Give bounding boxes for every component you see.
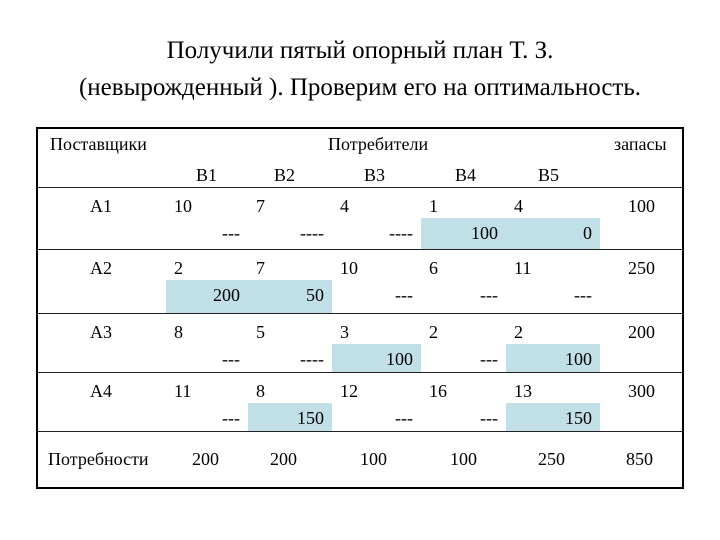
cell-cost: 13 (514, 381, 532, 401)
demand-value: 200 (192, 449, 219, 469)
supply-value: 200 (628, 322, 655, 342)
demand-label: Потребности (48, 449, 149, 469)
demand-value: 100 (450, 449, 477, 469)
cell-cost: 3 (340, 322, 349, 342)
cell-cost: 11 (174, 381, 192, 401)
row-separator (38, 249, 682, 250)
cell-cost: 7 (256, 258, 265, 278)
header-consumers: Потребители (328, 134, 429, 154)
cell-amount: --- (480, 408, 498, 428)
transport-table (36, 127, 684, 489)
cell-cost: 7 (256, 196, 265, 216)
cell-cost: 2 (174, 258, 183, 278)
cell-cost: 11 (514, 258, 532, 278)
cell-cost: 2 (429, 322, 438, 342)
cell-cost: 6 (429, 258, 438, 278)
supplier-label: A2 (90, 258, 112, 278)
cell-amount: --- (480, 349, 498, 369)
cell-amount: --- (395, 408, 413, 428)
cell-cost: 10 (174, 196, 192, 216)
slide-title (0, 32, 720, 106)
supply-value: 250 (628, 258, 655, 278)
cell-amount: 150 (565, 408, 592, 428)
cell-amount: 100 (565, 349, 592, 369)
cell-amount: 50 (306, 285, 324, 305)
cell-amount: ---- (300, 223, 324, 243)
supply-value: 300 (628, 381, 655, 401)
cell-amount: --- (395, 285, 413, 305)
column-header-b3: B3 (364, 165, 386, 185)
header-stocks: запасы (614, 134, 667, 154)
cell-cost: 8 (174, 322, 183, 342)
column-header-b1: B1 (196, 165, 218, 185)
cell-amount: ---- (389, 223, 413, 243)
cell-amount: 0 (583, 223, 592, 243)
supply-value: 100 (628, 196, 655, 216)
cell-cost: 1 (429, 196, 438, 216)
cell-cost: 5 (256, 322, 265, 342)
cell-amount: 200 (213, 285, 240, 305)
cell-amount: --- (222, 223, 240, 243)
cell-amount: --- (480, 285, 498, 305)
cell-cost: 16 (429, 381, 447, 401)
cell-cost: 10 (340, 258, 358, 278)
cell-cost: 4 (514, 196, 523, 216)
cell-amount: --- (222, 349, 240, 369)
title-line-1: Получили пятый опорный план Т. З. (166, 37, 554, 64)
demand-value: 100 (360, 449, 387, 469)
cell-amount: --- (574, 285, 592, 305)
demand-value: 200 (270, 449, 297, 469)
cell-cost: 12 (340, 381, 358, 401)
cell-amount: 100 (386, 349, 413, 369)
cell-cost: 4 (340, 196, 349, 216)
demand-total: 850 (626, 449, 653, 469)
supplier-label: A1 (90, 196, 112, 216)
cell-amount: 150 (297, 408, 324, 428)
title-line-2: (невырожденный ). Проверим его на оптимальность. (78, 74, 642, 101)
row-separator (38, 187, 682, 188)
header-suppliers: Поставщики (50, 134, 147, 154)
row-separator (38, 431, 682, 432)
supplier-label: A4 (90, 381, 112, 401)
cell-amount: --- (222, 408, 240, 428)
column-header-b2: B2 (274, 165, 296, 185)
column-header-b4: B4 (455, 165, 477, 185)
cell-cost: 8 (256, 381, 265, 401)
cell-cost: 2 (514, 322, 523, 342)
column-header-b5: B5 (538, 165, 560, 185)
cell-amount: ---- (300, 349, 324, 369)
cell-amount: 100 (471, 223, 498, 243)
supplier-label: A3 (90, 322, 112, 342)
demand-value: 250 (538, 449, 565, 469)
row-separator (38, 313, 682, 314)
row-separator (38, 372, 682, 373)
